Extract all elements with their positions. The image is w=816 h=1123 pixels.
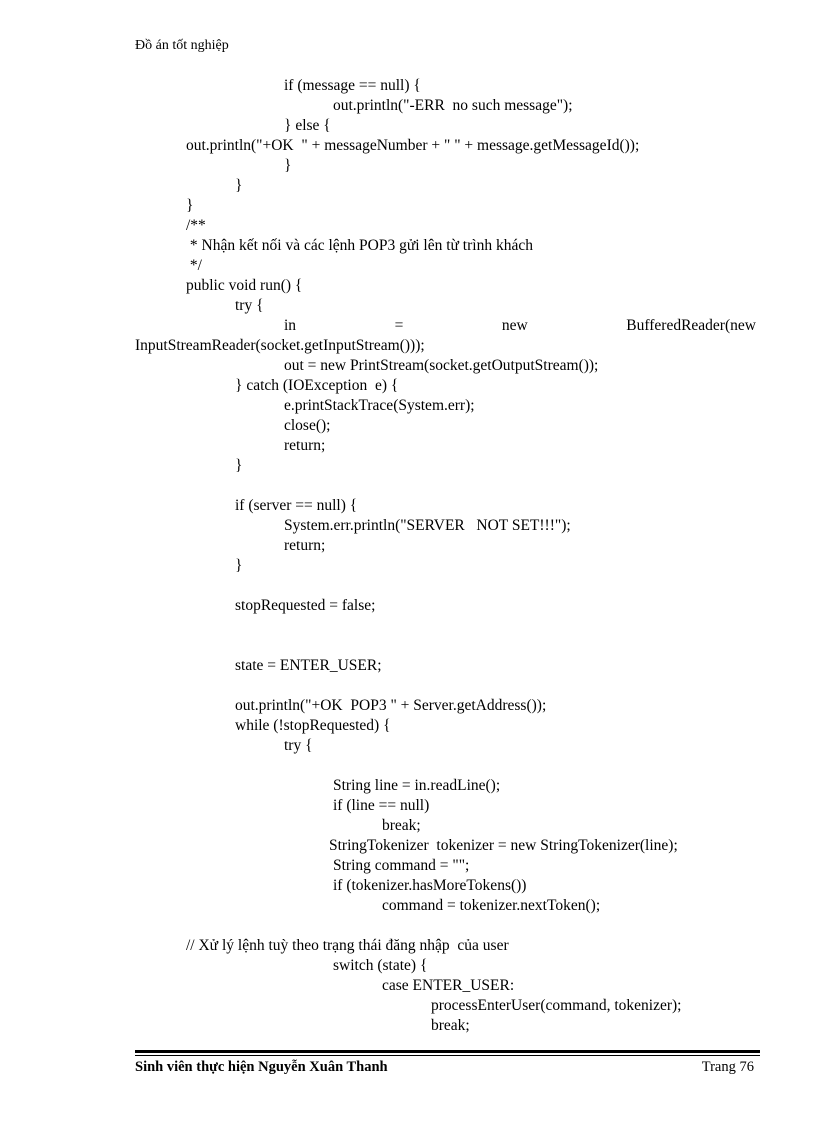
code-line: out = new PrintStream(socket.getOutputStream()); [284,357,599,374]
code-line: return; [284,537,326,554]
code-line: command = tokenizer.nextToken(); [382,897,601,914]
footer-divider [135,1050,760,1053]
code-line: } else { [284,117,331,134]
code-line: /** [186,217,206,234]
code-line: try { [284,737,313,754]
code-line: } [284,157,292,174]
code-token: BufferedReader(new [626,317,756,334]
code-line: stopRequested = false; [235,597,376,614]
code-line: close(); [284,417,331,434]
code-line: if (server == null) { [235,497,358,514]
code-line: InputStreamReader(socket.getInputStream())); [135,337,425,354]
code-line: } [235,557,243,574]
code-line: String line = in.readLine(); [333,777,501,794]
code-line: break; [382,817,421,834]
page-number: Trang 76 [701,1059,754,1075]
code-line: public void run() { [186,277,303,294]
code-line: * Nhận kết nối và các lệnh POP3 gửi lên từ trình khách [186,237,533,254]
code-line: if (tokenizer.hasMoreTokens()) [333,877,527,894]
code-token: = [394,317,404,334]
code-line: processEnterUser(command, tokenizer); [431,997,682,1014]
code-line: while (!stopRequested) { [235,717,391,734]
code-line: } [186,197,194,214]
code-line: break; [431,1017,470,1034]
footer-divider-thin [135,1055,760,1056]
code-line: StringTokenizer tokenizer = new StringTokenizer(line); [329,837,678,854]
code-line: case ENTER_USER: [382,977,515,994]
code-token: new [501,317,528,334]
code-token: in [284,317,297,334]
code-line: e.printStackTrace(System.err); [284,397,475,414]
code-line: out.println("+OK POP3 " + Server.getAddress()); [235,697,547,714]
code-line: */ [186,257,202,274]
code-comment: // Xử lý lệnh tuỳ theo trạng thái đăng nhập của user [186,937,509,954]
footer-author: Sinh viên thực hiện Nguyễn Xuân Thanh [135,1059,388,1075]
code-line: out.println("+OK " + messageNumber + " " + message.getMessageId()); [186,137,640,154]
code-line: System.err.println("SERVER NOT SET!!!"); [284,517,571,534]
code-line: out.println("-ERR no such message"); [333,97,573,114]
code-line: state = ENTER_USER; [235,657,382,674]
code-line: switch (state) { [333,957,428,974]
code-line: } [235,177,243,194]
code-line: String command = ""; [333,857,470,874]
code-line: if (message == null) { [284,77,421,94]
page-header: Đồ án tốt nghiệp [135,38,229,53]
code-line: if (line == null) [333,797,430,814]
code-line-justified [284,316,756,336]
code-line: } [235,457,243,474]
code-line: } catch (IOException e) { [235,377,399,394]
code-line: try { [235,297,264,314]
code-line: return; [284,437,326,454]
